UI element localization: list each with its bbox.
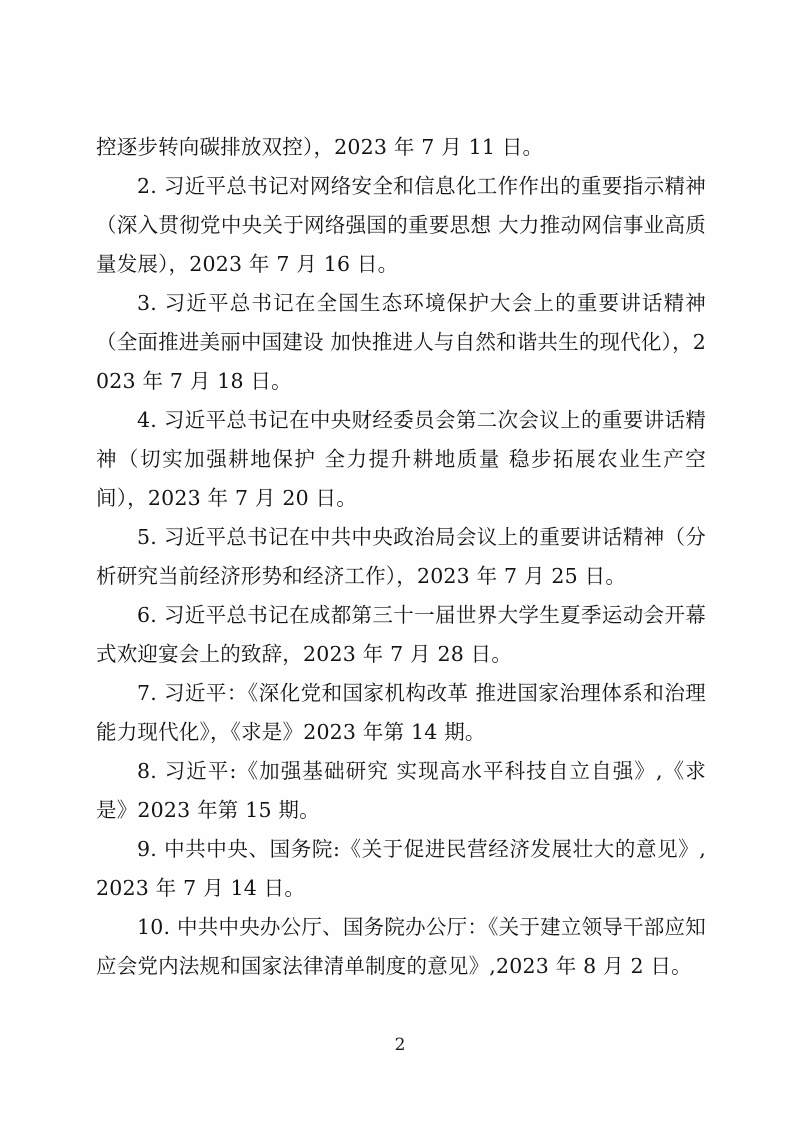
paragraph: 8. 习近平:《加强基础研究 实现高水平科技自立自强》,《求是》2023 年第 15 期。 bbox=[96, 759, 706, 822]
document-body bbox=[96, 128, 706, 986]
page-number: 2 bbox=[394, 1035, 406, 1055]
paragraph: 5. 习近平总书记在中共中央政治局会议上的重要讲话精神（分析研究当前经济形势和经济工作），2023 年 7 月 25 日。 bbox=[96, 525, 706, 588]
paragraph: 4. 习近平总书记在中央财经委员会第二次会议上的重要讲话精神（切实加强耕地保护 全力提升耕地质量 稳步拓展农业生产空间），2023 年 7 月 20 日。 bbox=[96, 408, 706, 510]
paragraph: 3. 习近平总书记在全国生态环境保护大会上的重要讲话精神（全面推进美丽中国建设 加快推进人与自然和谐共生的现代化），2023 年 7 月 18 日。 bbox=[96, 291, 707, 393]
paragraph: 2. 习近平总书记对网络安全和信息化工作作出的重要指示精神（深入贯彻党中央关于网络强国的重要思想 大力推动网信事业高质量发展），2023 年 7 月 16 日。 bbox=[96, 174, 706, 276]
paragraph: 7. 习近平：《深化党和国家机构改革 推进国家治理体系和治理能力现代化》，《求是》2023 年第 14 期。 bbox=[96, 681, 706, 744]
paragraph: 6. 习近平总书记在成都第三十一届世界大学生夏季运动会开幕式欢迎宴会上的致辞，2023 年 7 月 28 日。 bbox=[96, 603, 706, 666]
paragraph: 9. 中共中央、国务院:《关于促进民营经济发展壮大的意见》,2023 年 7 月 14 日。 bbox=[96, 837, 706, 900]
paragraph: 控逐步转向碳排放双控），2023 年 7 月 11 日。 bbox=[96, 135, 544, 159]
paragraph: 10. 中共中央办公厅、国务院办公厅：《关于建立领导干部应知应会党内法规和国家法律清单制度的意见》,2023 年 8 月 2 日。 bbox=[96, 915, 706, 978]
